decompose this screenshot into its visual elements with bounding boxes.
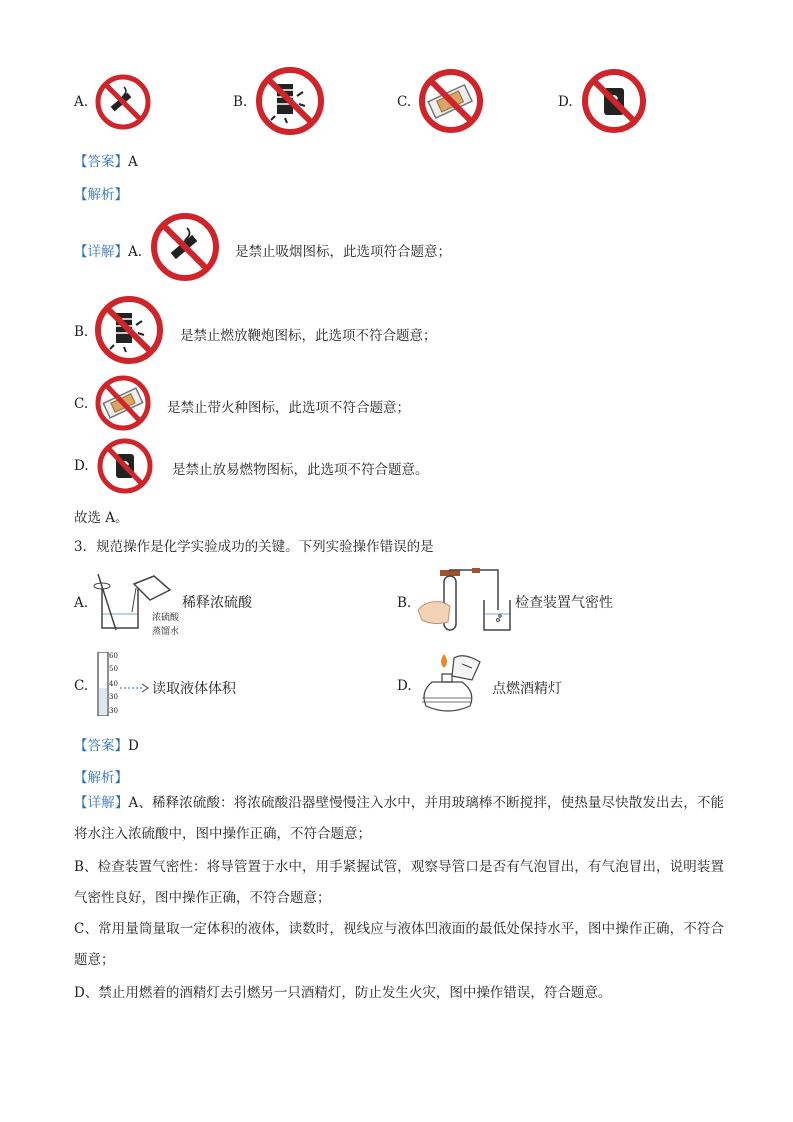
q3-stem: 3．规范操作是化学实验成功的关键。下列实验操作错误的是 [74, 539, 434, 555]
q3-detail-b: B、检查装置气密性：将导管置于水中，用手紧握试管，观察导管口是否有气泡冒出，有气泡冒出，说明装置气密性良好，图中操作正确，不符合题意； [74, 859, 724, 906]
detail-c-label: C. [74, 396, 89, 412]
detail-tag: 【详解】 [74, 244, 128, 260]
q3-option-a-small2: 蒸馏水 [152, 627, 180, 637]
q2-answer [74, 150, 138, 170]
no-smoking-icon [150, 212, 220, 282]
no-flammables-icon [96, 437, 154, 495]
q3-option-c-caption: 读取液体体积 [152, 681, 236, 697]
no-flammables-icon [580, 68, 648, 134]
q3-option-a-label: A. [74, 595, 89, 611]
q2-option-a-label: A. [74, 94, 89, 110]
q3-option-d-label: D. [397, 678, 412, 694]
detail-b-text: 是禁止燃放鞭炮图标，此选项不符合题意； [180, 328, 437, 344]
detail-b-label: B. [74, 324, 89, 340]
q2-analysis-tag: 【解析】 [74, 187, 128, 203]
detail-d-text: 是禁止放易燃物图标，此选项不符合题意。 [172, 462, 429, 478]
no-matches-icon [416, 68, 486, 134]
q3-detail-c: C、常用量筒量取一定体积的液体，读数时，视线应与液体凹液面的最低处保持水平，图中操作正确，不符合题意； [74, 921, 724, 968]
answer-tag: 【答案】 [74, 738, 128, 754]
q3-analysis-tag: 【解析】 [74, 770, 128, 786]
no-firecrackers-icon [255, 66, 325, 136]
q3-answer [74, 734, 139, 754]
detail-tag: 【详解】 [74, 795, 129, 811]
q3-option-a-caption: 稀释浓硫酸 [182, 595, 252, 611]
q2-option-c-label: C. [397, 94, 412, 110]
sight-line [120, 682, 150, 694]
detail-a-label: A. [128, 244, 143, 260]
q2-detail-a [74, 240, 142, 260]
answer-tag: 【答案】 [74, 154, 128, 170]
no-firecrackers-icon [94, 295, 164, 365]
no-matches-icon [94, 374, 152, 432]
no-smoking-icon [94, 73, 152, 131]
q3-option-d-caption: 点燃酒精灯 [492, 681, 562, 697]
tick-label: 40 [109, 680, 118, 688]
q3-option-c-label: C. [74, 678, 89, 694]
detail-c-text: 是禁止带火种图标，此选项不符合题意； [167, 400, 410, 416]
tick-label: 60 [109, 652, 118, 660]
q3-detail-d: D、禁止用燃着的酒精灯去引燃另一只酒精灯，防止发生火灾，图中操作错误，符合题意。 [74, 985, 612, 1001]
q2-option-b-label: B. [233, 94, 248, 110]
q3-option-b-caption: 检查装置气密性 [515, 595, 613, 611]
detail-a-text: 是禁止吸烟图标，此选项符合题意； [235, 244, 451, 260]
tick-label: 30 [109, 707, 118, 715]
detail-d-label: D. [74, 458, 89, 474]
answer-value: D [128, 738, 139, 754]
tick-label: 50 [109, 665, 118, 673]
q2-conclusion: 故选 A。 [74, 510, 129, 526]
tick-label: 30 [109, 693, 118, 701]
airtightness-diagram [414, 566, 514, 638]
alcohol-lamp-diagram [414, 648, 494, 720]
answer-value: A [128, 154, 138, 170]
graduated-cylinder [96, 652, 120, 716]
q3-detail-a [74, 788, 724, 850]
q3-option-a-small1: 浓硫酸 [152, 613, 180, 623]
q3-option-b-label: B. [397, 595, 412, 611]
detail-a-text: A、稀释浓硫酸：将浓硫酸沿器壁慢慢注入水中，并用玻璃棒不断搅拌，使热量尽快散发出去，不能将水注入浓硫酸中，图中操作正确，不符合题意； [74, 795, 725, 842]
q2-option-d-label: D. [558, 94, 573, 110]
